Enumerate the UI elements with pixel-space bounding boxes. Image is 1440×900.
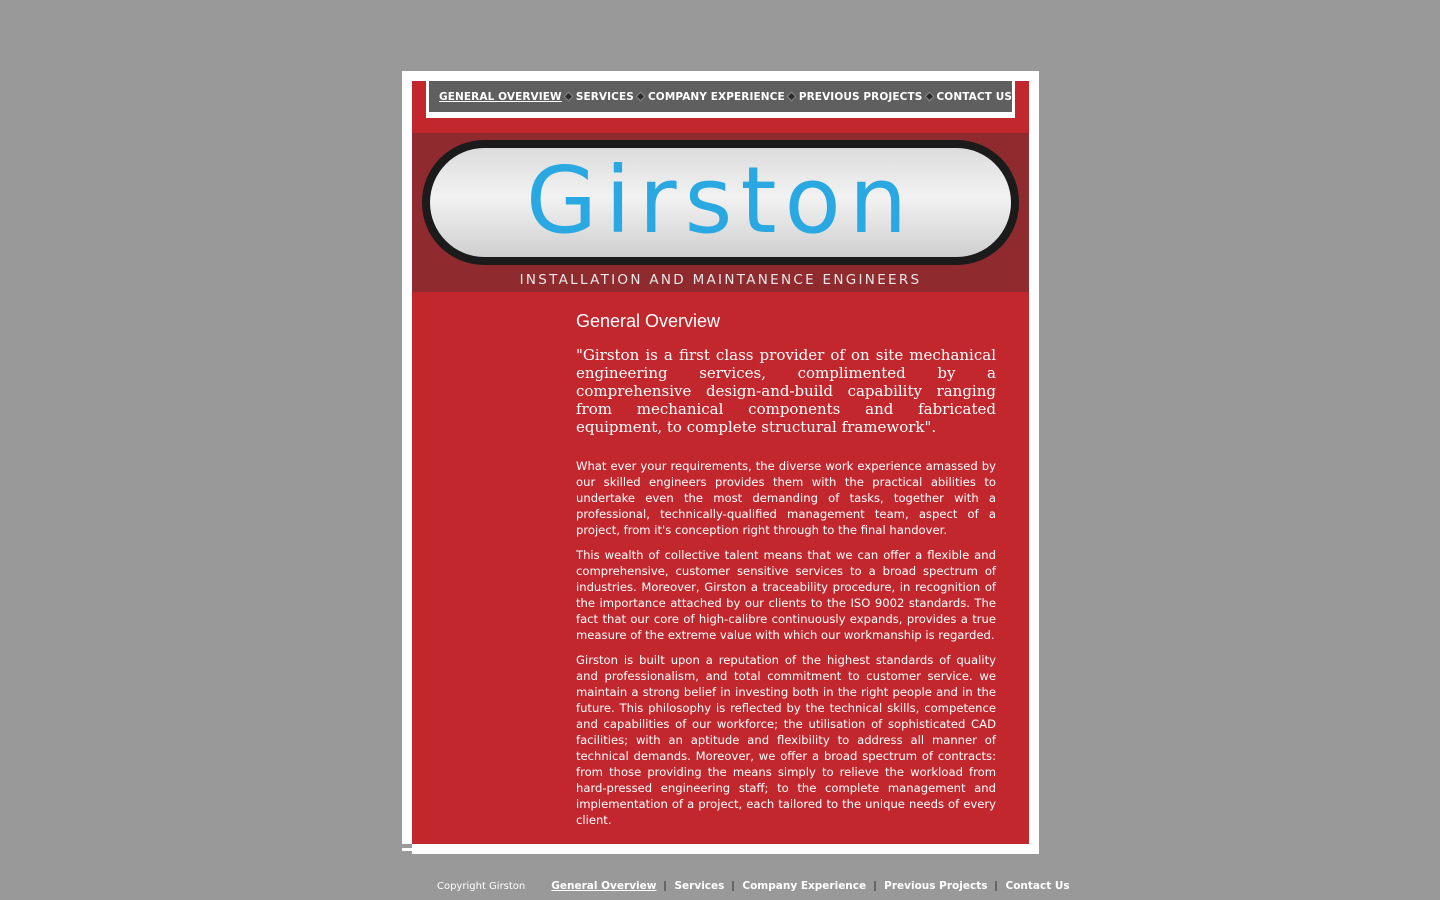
content-panel bbox=[412, 81, 1029, 844]
nav-item-services[interactable]: SERVICES bbox=[575, 90, 634, 103]
top-nav bbox=[426, 81, 1015, 118]
body-paragraph: What ever your requirements, the diverse work experience amassed by our skilled engineers provides them with the practical abilities to undertake even the most demanding of tasks, together with a professional, technically-qualified management team, aspect of a project, from it's conception right through to the final handover. bbox=[576, 459, 996, 537]
nav-separator-icon bbox=[634, 91, 648, 102]
nav-separator-icon bbox=[562, 91, 576, 102]
footer-link-contact-us[interactable]: Contact Us bbox=[1005, 880, 1070, 892]
page-frame bbox=[402, 71, 1039, 854]
body-paragraph: Girston is built upon a reputation of the highest standards of quality and professionalism, and total commitment to customer service. we maintain a strong belief in investing both in the right people and in the future. This philosophy is reflected by the technical skills, competence and capabilities of our workforce; the utilisation of sophisticated CAD facilities; with an aptitude and flexibility to address all manner of technical demands. Moreover, we offer a broad spectrum of contracts: from those providing the means simply to relieve the workload from hard-pressed engineering staff; to the complete management and implementation of a project, each tailored to the unique needs of every client. bbox=[576, 653, 996, 827]
footer-separator bbox=[732, 881, 734, 891]
nav-separator-icon bbox=[785, 91, 799, 102]
footer-separator bbox=[874, 881, 876, 891]
footer-link-company-experience[interactable]: Company Experience bbox=[742, 880, 867, 892]
intro-quote: "Girston is a first class provider of on site mechanical engineering services, complimented by a comprehensive design-and-build capability ranging from mechanical components and fabricated equipment, to complete structural framework". bbox=[576, 346, 996, 436]
footer bbox=[437, 880, 1070, 892]
footer-separator bbox=[995, 881, 997, 891]
footer-separator bbox=[664, 881, 666, 891]
logo-text: Girston bbox=[525, 148, 916, 254]
nav-item-previous-projects[interactable]: PREVIOUS PROJECTS bbox=[798, 90, 923, 103]
footer-link-previous-projects[interactable]: Previous Projects bbox=[884, 880, 988, 892]
top-nav-bar bbox=[429, 81, 1012, 112]
footer-link-services[interactable]: Services bbox=[674, 880, 725, 892]
footer-link-general-overview[interactable]: General Overview bbox=[551, 880, 657, 892]
logo bbox=[422, 140, 1019, 265]
body-paragraph: This wealth of collective talent means that we can offer a flexible and comprehensive, customer sensitive services to a broad spectrum of industries. Moreover, Girston a traceability procedure, in recognition of the importance attached by our clients to the ISO 9002 standards. The fact that our core of high-calibre continuously expands, provides a true measure of the extreme value with which our workmanship is regarded. bbox=[576, 548, 996, 642]
corner-notch bbox=[402, 844, 412, 860]
header-banner bbox=[412, 133, 1029, 292]
nav-item-general-overview[interactable]: GENERAL OVERVIEW bbox=[439, 90, 562, 103]
copyright-text: Copyright Girston bbox=[437, 880, 526, 892]
nav-item-company-experience[interactable]: COMPANY EXPERIENCE bbox=[647, 90, 785, 103]
nav-separator-icon bbox=[922, 91, 936, 102]
logo-inner bbox=[430, 148, 1011, 257]
logo-tagline: INSTALLATION AND MAINTANENCE ENGINEERS bbox=[519, 272, 922, 288]
nav-item-contact-us[interactable]: CONTACT US bbox=[936, 90, 1012, 103]
page-title: General Overview bbox=[576, 311, 721, 331]
main-content bbox=[576, 309, 996, 828]
